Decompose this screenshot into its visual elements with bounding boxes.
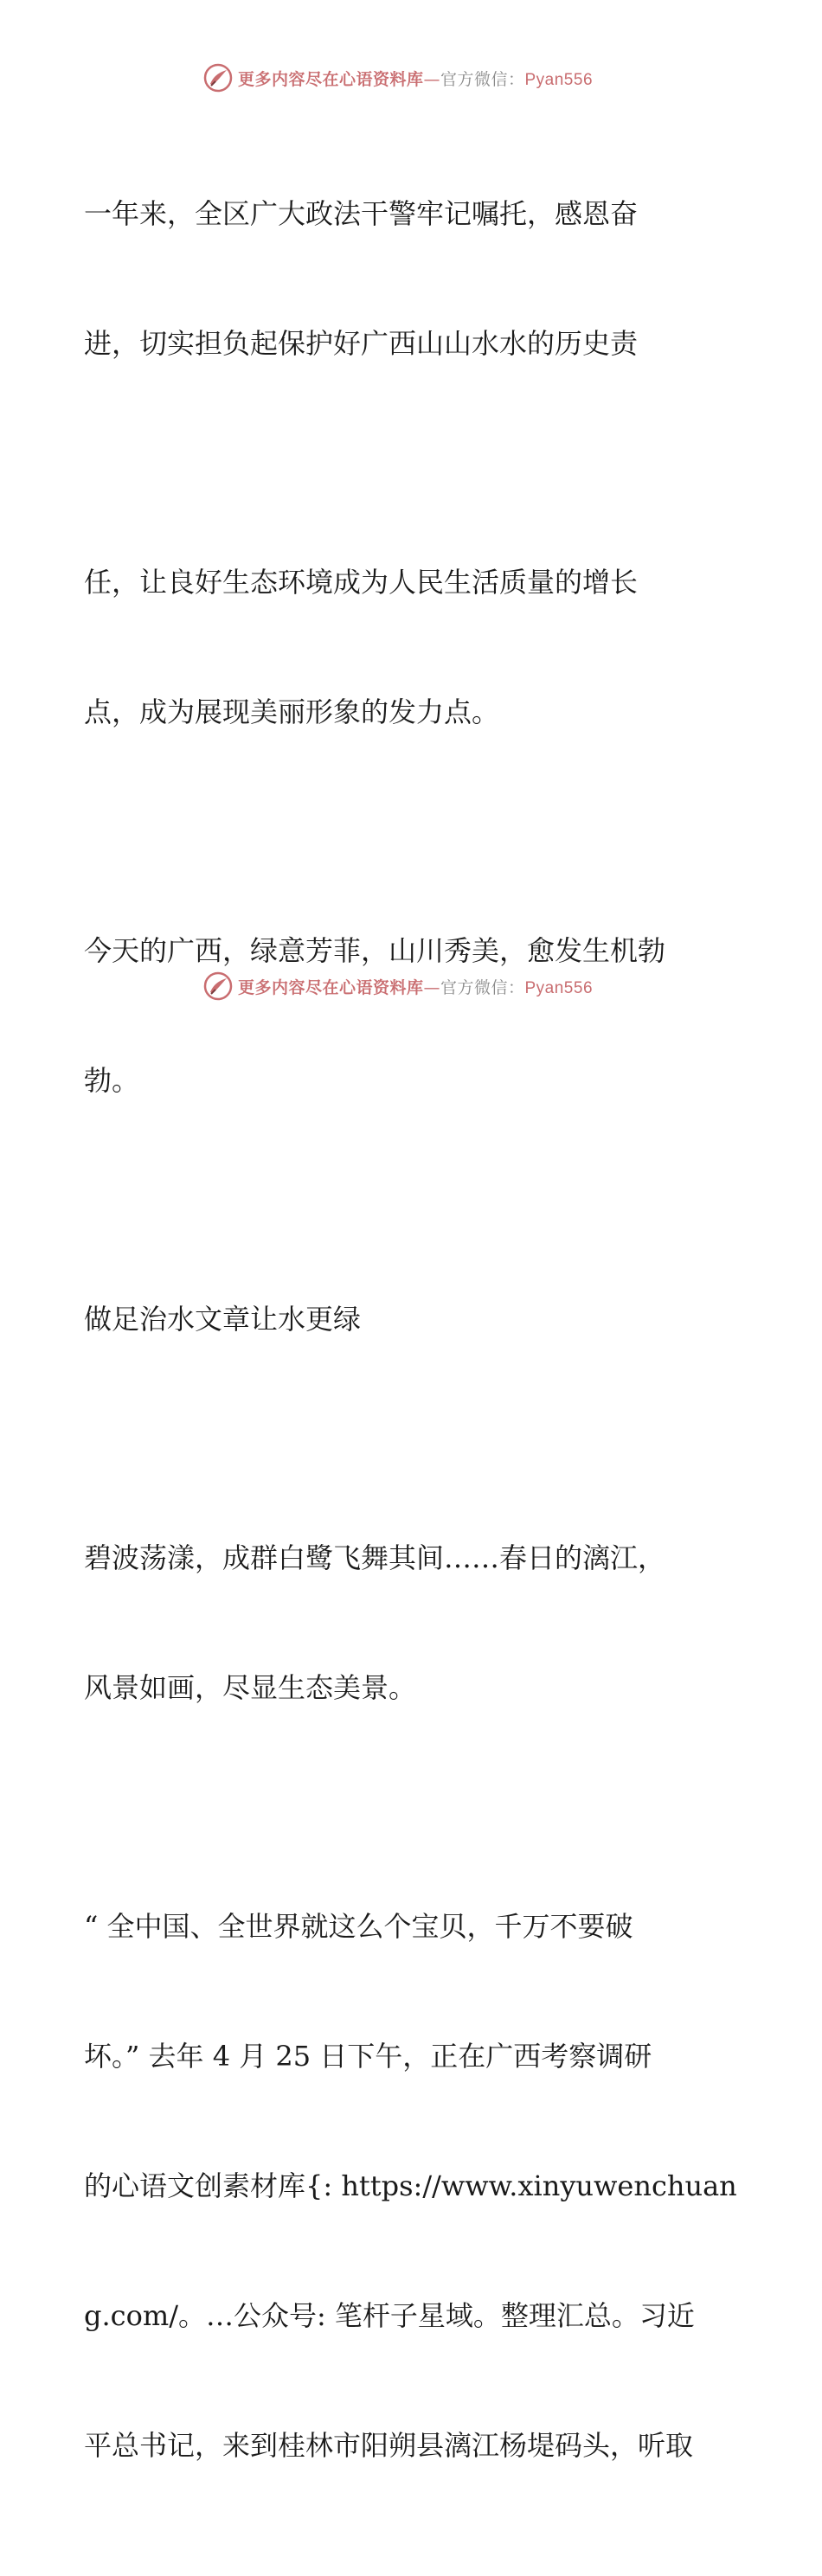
text-line: “ 全中国、全世界就这么个宝贝，千万不要破: [84, 1910, 633, 1943]
watermark-dash: —: [423, 977, 440, 997]
paragraph: [84, 474, 742, 820]
watermark-handle: Pyan556: [524, 978, 594, 997]
footer-watermark: [0, 969, 822, 1003]
text-line: 风景如画，尽显生态美景。: [84, 1671, 417, 1704]
paragraph: [84, 843, 742, 1189]
header-watermark: [0, 61, 822, 95]
text-line: 碧波荡漾，成群白鹭飞舞其间……春日的漓江，: [84, 1541, 666, 1574]
watermark-dash: —: [423, 69, 440, 89]
text-line: 今天的广西，绿意芳菲，山川秀美，愈发生机勃: [84, 934, 666, 967]
pen-logo-icon: [203, 63, 233, 93]
text-line: 平总书记，来到桂林市阳朔县漓江杨堤码头，听取: [84, 2429, 694, 2462]
section-heading: [84, 1211, 742, 1427]
text-line: 勃。: [84, 1064, 140, 1097]
paragraph: [84, 1450, 742, 1796]
text-line: g.com/。…公众号: 笔杆子星域。整理汇总。习近: [84, 2299, 695, 2332]
text-line: 一年来，全区广大政法干警牢记嘱托，感恩奋: [84, 197, 639, 230]
paragraph: [84, 106, 742, 452]
watermark-main-text: 更多内容尽在心语资料库: [237, 69, 424, 89]
paragraph: [84, 1818, 742, 2554]
pen-logo-icon: [203, 971, 233, 1001]
text-line: 点，成为展现美丽形象的发力点。: [84, 695, 500, 728]
text-line: 任，让良好生态环境成为人民生活质量的增长: [84, 566, 639, 599]
watermark-main-text: 更多内容尽在心语资料库: [237, 977, 424, 997]
watermark-sub-text: 官方微信：: [440, 977, 525, 997]
text-line: 做足治水文章让水更绿: [84, 1303, 362, 1336]
text-line: 的心语文创素材库{: https://www.xinyuwenchuan: [84, 2169, 737, 2202]
watermark-sub-text: 官方微信：: [440, 69, 525, 89]
watermark-handle: Pyan556: [524, 70, 594, 89]
text-line: 进，切实担负起保护好广西山山水水的历史责: [84, 327, 639, 360]
text-line: 坏。” 去年 4 月 25 日下午，正在广西考察调研: [84, 2040, 652, 2073]
document-body: [84, 106, 742, 2576]
